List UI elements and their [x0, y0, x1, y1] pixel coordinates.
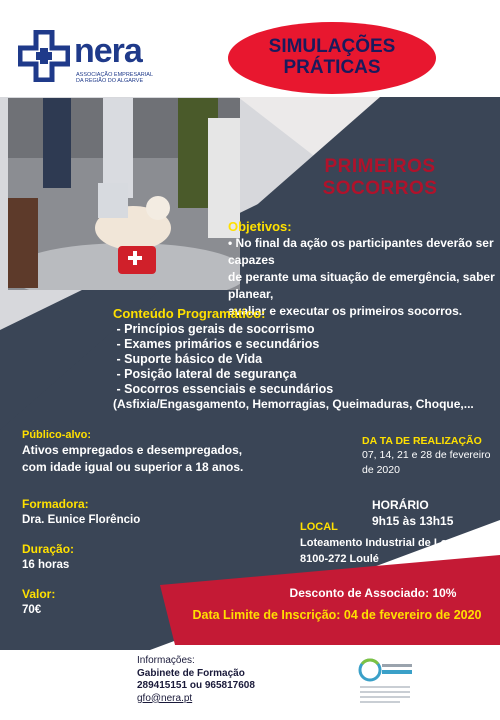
conteudo-item: - Posição lateral de segurança: [113, 367, 297, 381]
objetivos-section: [228, 219, 496, 320]
gabinete-name: Gabinete de Formação: [137, 667, 245, 679]
local-line-2: 8100-272 Loulé: [300, 553, 379, 565]
title-line-1: PRIMEIROS: [324, 156, 436, 177]
duracao-value: 16 horas: [22, 559, 70, 571]
conteudo-item: - Princípios gerais de socorrismo: [113, 322, 315, 336]
conteudo-item: - Socorros essenciais e secundários: [113, 382, 334, 396]
logo-subtitle-2: DA REGIÃO DO ALGARVE: [76, 78, 144, 84]
publico-line-2: com idade igual ou superior a 18 anos.: [22, 460, 244, 474]
informacoes-label: Informações:: [137, 655, 195, 666]
desconto-associado: Desconto de Associado: 10%: [289, 586, 457, 600]
cpr-photo: [8, 98, 240, 290]
data-realizacao-line-1: 07, 14, 21 e 28 de fevereiro: [362, 449, 491, 461]
cpr-training-photo-icon: [8, 98, 240, 290]
duracao-section: [22, 541, 162, 573]
objetivos-line-2: de perante uma situação de emergência, saber planear,: [228, 270, 495, 301]
data-realizacao-section: [362, 434, 498, 478]
local-section: [300, 520, 495, 567]
badge-line-2: PRÁTICAS: [283, 57, 381, 78]
local-line-1: Loteamento Industrial de Loulé: [300, 537, 464, 549]
certification-logo: [356, 652, 426, 712]
data-realizacao-line-2: de 2020: [362, 464, 400, 476]
objetivos-heading: Objetivos:: [228, 219, 292, 234]
publico-heading: Público-alvo:: [22, 429, 92, 441]
page-title: [270, 156, 490, 200]
local-heading: LOCAL: [300, 521, 338, 533]
formadora-heading: Formadora:: [22, 497, 89, 511]
badge-line-1: SIMULAÇÕES: [268, 36, 396, 57]
cross-logo-icon: [18, 30, 70, 82]
nera-logo: [18, 30, 158, 90]
phone-numbers: 289415151 ou 965817608: [137, 680, 255, 691]
valor-value: 70€: [22, 604, 42, 616]
conteudo-item: - Suporte básico de Vida: [113, 352, 263, 366]
objetivos-line-3: avaliar e executar os primeiros socorros.: [228, 304, 463, 318]
title-line-2: SOCORROS: [322, 178, 438, 199]
horario-heading: HORÁRIO: [372, 498, 429, 512]
email-link[interactable]: gfo@nera.pt: [137, 692, 193, 704]
formadora-value: Dra. Eunice Florêncio: [22, 514, 141, 526]
publico-section: [22, 428, 272, 476]
simulacoes-badge: [228, 22, 436, 94]
horario-value: 9h15 às 13h15: [372, 514, 454, 528]
logo-subtitle-1: ASSOCIAÇÃO EMPRESARIAL: [76, 72, 154, 78]
duracao-heading: Duração:: [22, 542, 75, 556]
conteudo-item: - Exames primários e secundários: [113, 337, 320, 351]
logo-name: nera: [74, 32, 142, 70]
data-limite-inscricao: Data Limite de Inscrição: 04 de fevereiro de 2020: [192, 608, 482, 622]
informacoes-section: [137, 655, 337, 705]
conteudo-section: [113, 306, 498, 412]
data-realizacao-heading: DA TA DE REALIZAÇÃO: [362, 435, 482, 447]
objetivos-line-1: • No final da ação os participantes deverão ser capazes: [228, 236, 494, 267]
formadora-section: [22, 496, 222, 528]
certification-icon: [356, 652, 426, 712]
valor-heading: Valor:: [22, 587, 56, 601]
conteudo-heading: Conteúdo Programático:: [113, 306, 266, 321]
valor-section: [22, 586, 142, 618]
publico-line-1: Ativos empregados e desempregados,: [22, 443, 243, 457]
conteudo-item: (Asfixia/Engasgamento, Hemorragias, Queimaduras, Choque,...: [113, 397, 474, 411]
